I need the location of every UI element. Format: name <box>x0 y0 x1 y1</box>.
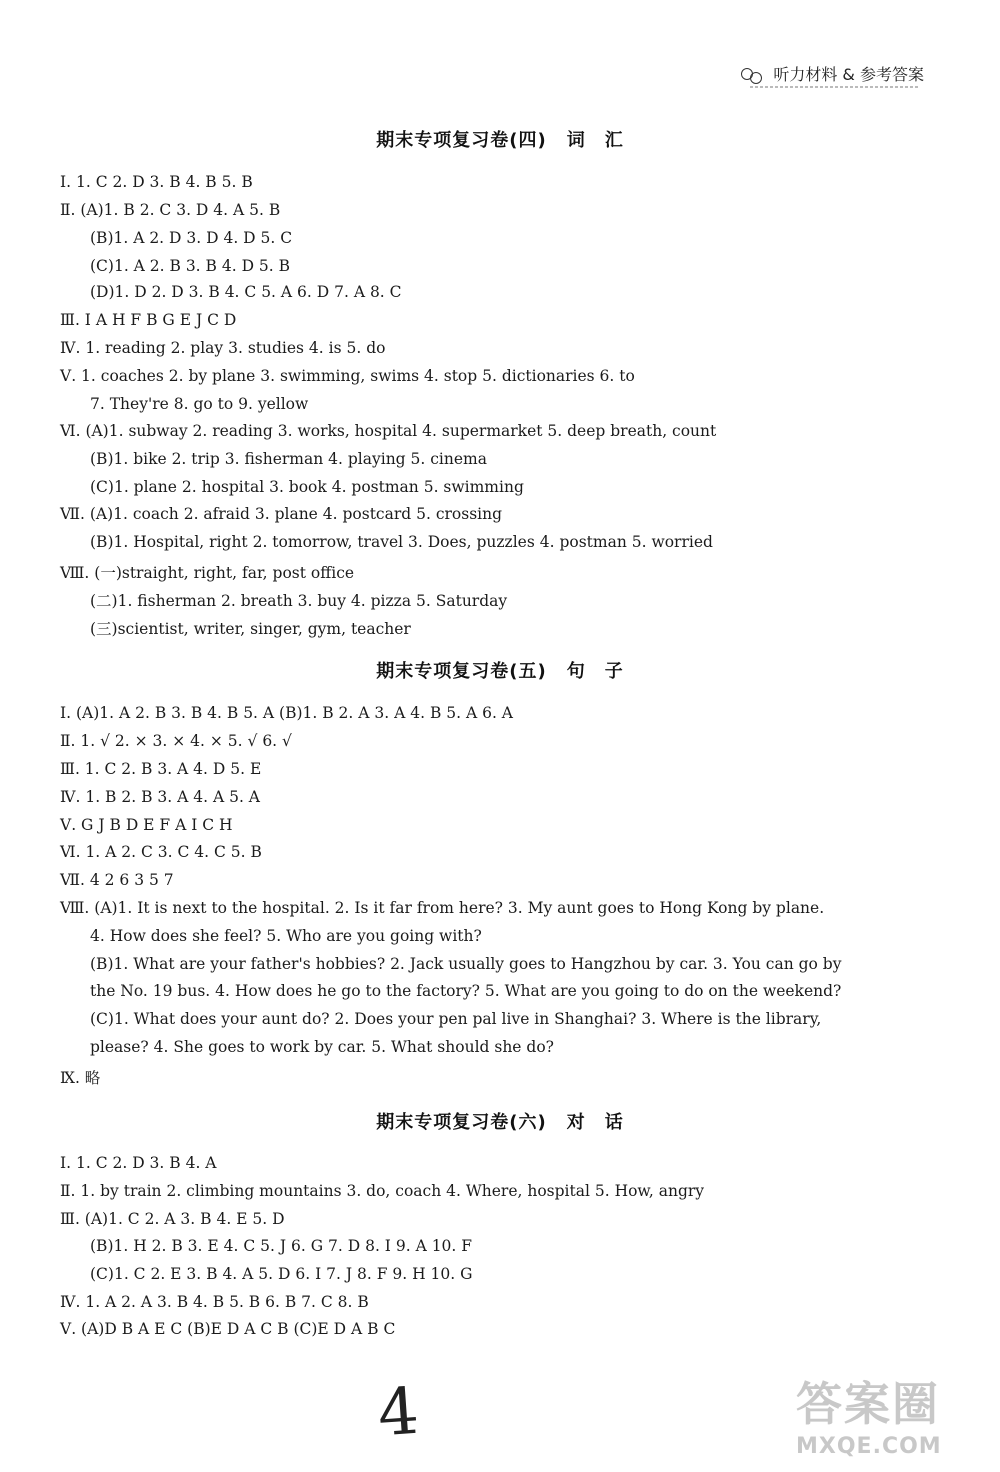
answer-line: (B)1. A 2. D 3. D 4. D 5. C <box>90 229 293 247</box>
answer-line: the No. 19 bus. 4. How does he go to the factory? 5. What are you going to do on the weekend? <box>90 982 842 1000</box>
answer-line: Ⅷ. (一)straight, right, far, post office <box>60 564 355 582</box>
answer-line: Ⅳ. 1. A 2. A 3. B 4. B 5. B 6. B 7. C 8. B <box>60 1293 369 1311</box>
answer-line: Ⅴ. 1. coaches 2. by plane 3. swimming, swims 4. stop 5. dictionaries 6. to <box>60 367 635 385</box>
answer-line: 4. How does she feel? 5. Who are you going with? <box>90 927 482 945</box>
answer-line: (C)1. plane 2. hospital 3. book 4. postman 5. swimming <box>90 478 524 496</box>
answer-line: Ⅰ. (A)1. A 2. B 3. B 4. B 5. A (B)1. B 2. A 3. A 4. B 5. A 6. A <box>60 704 514 722</box>
answer-line: Ⅱ. 1. by train 2. climbing mountains 3. do, coach 4. Where, hospital 5. How, angry <box>60 1182 705 1200</box>
answer-line: (二)1. fisherman 2. breath 3. buy 4. pizza 5. Saturday <box>90 592 508 610</box>
answer-line: Ⅸ. 略 <box>60 1069 101 1087</box>
answer-line: 7. They're 8. go to 9. yellow <box>90 395 309 413</box>
answer-line: Ⅰ. 1. C 2. D 3. B 4. A <box>60 1154 217 1172</box>
answer-line: Ⅳ. 1. reading 2. play 3. studies 4. is 5. do <box>60 339 386 357</box>
answer-line: (三)scientist, writer, singer, gym, teacher <box>90 620 411 638</box>
answer-line: (C)1. A 2. B 3. B 4. D 5. B <box>90 257 291 275</box>
page-header <box>741 62 924 85</box>
answer-line: Ⅲ. I A H F B G E J C D <box>60 311 237 329</box>
answer-line: Ⅶ. (A)1. coach 2. afraid 3. plane 4. postcard 5. crossing <box>60 505 503 523</box>
answer-line: (C)1. C 2. E 3. B 4. A 5. D 6. I 7. J 8. F 9. H 10. G <box>90 1265 473 1283</box>
section-title-5: 期末专项复习卷(五) 句 子 <box>376 661 624 682</box>
answer-line: please? 4. She goes to work by car. 5. What should she do? <box>90 1038 554 1056</box>
answer-line: Ⅶ. 4 2 6 3 5 7 <box>60 871 174 889</box>
answer-line: Ⅵ. 1. A 2. C 3. C 4. C 5. B <box>60 843 262 861</box>
section-title-4: 期末专项复习卷(四) 词 汇 <box>376 130 624 151</box>
watermark <box>796 1368 986 1458</box>
answer-line: Ⅰ. 1. C 2. D 3. B 4. B 5. B <box>60 173 253 191</box>
answer-line: Ⅱ. (A)1. B 2. C 3. D 4. A 5. B <box>60 201 281 219</box>
answer-line: Ⅴ. G J B D E F A I C H <box>60 816 233 834</box>
page-number: 4 <box>375 1374 422 1452</box>
answer-line: Ⅵ. (A)1. subway 2. reading 3. works, hospital 4. supermarket 5. deep breath, count <box>60 422 717 440</box>
answer-line: (C)1. What does your aunt do? 2. Does your pen pal live in Shanghai? 3. Where is the library, <box>90 1010 822 1028</box>
header-underline <box>750 86 920 88</box>
section-title-6: 期末专项复习卷(六) 对 话 <box>376 1112 624 1133</box>
rings-icon <box>741 64 767 84</box>
answer-line: (B)1. H 2. B 3. E 4. C 5. J 6. G 7. D 8. I 9. A 10. F <box>90 1237 473 1255</box>
answer-line: Ⅱ. 1. √ 2. × 3. × 4. × 5. √ 6. √ <box>60 732 292 750</box>
answer-line: (B)1. What are your father's hobbies? 2. Jack usually goes to Hangzhou by car. 3. You can go by <box>90 955 842 973</box>
header-text: 听力材料 & 参考答案 <box>773 65 924 84</box>
watermark-en: MXQE.COM <box>796 1434 942 1459</box>
answer-line: Ⅴ. (A)D B A E C (B)E D A C B (C)E D A B C <box>60 1320 396 1338</box>
answer-line: (B)1. Hospital, right 2. tomorrow, travel 3. Does, puzzles 4. postman 5. worried <box>90 533 713 551</box>
answer-line: Ⅳ. 1. B 2. B 3. A 4. A 5. A <box>60 788 260 806</box>
answer-line: Ⅷ. (A)1. It is next to the hospital. 2. Is it far from here? 3. My aunt goes to Hong Kong by plane. <box>60 899 825 917</box>
watermark-cn: 答案圈 <box>796 1377 940 1431</box>
answer-line: Ⅲ. (A)1. C 2. A 3. B 4. E 5. D <box>60 1210 285 1228</box>
answer-line: (D)1. D 2. D 3. B 4. C 5. A 6. D 7. A 8. C <box>90 283 402 301</box>
answer-line: Ⅲ. 1. C 2. B 3. A 4. D 5. E <box>60 760 262 778</box>
answer-line: (B)1. bike 2. trip 3. fisherman 4. playing 5. cinema <box>90 450 487 468</box>
